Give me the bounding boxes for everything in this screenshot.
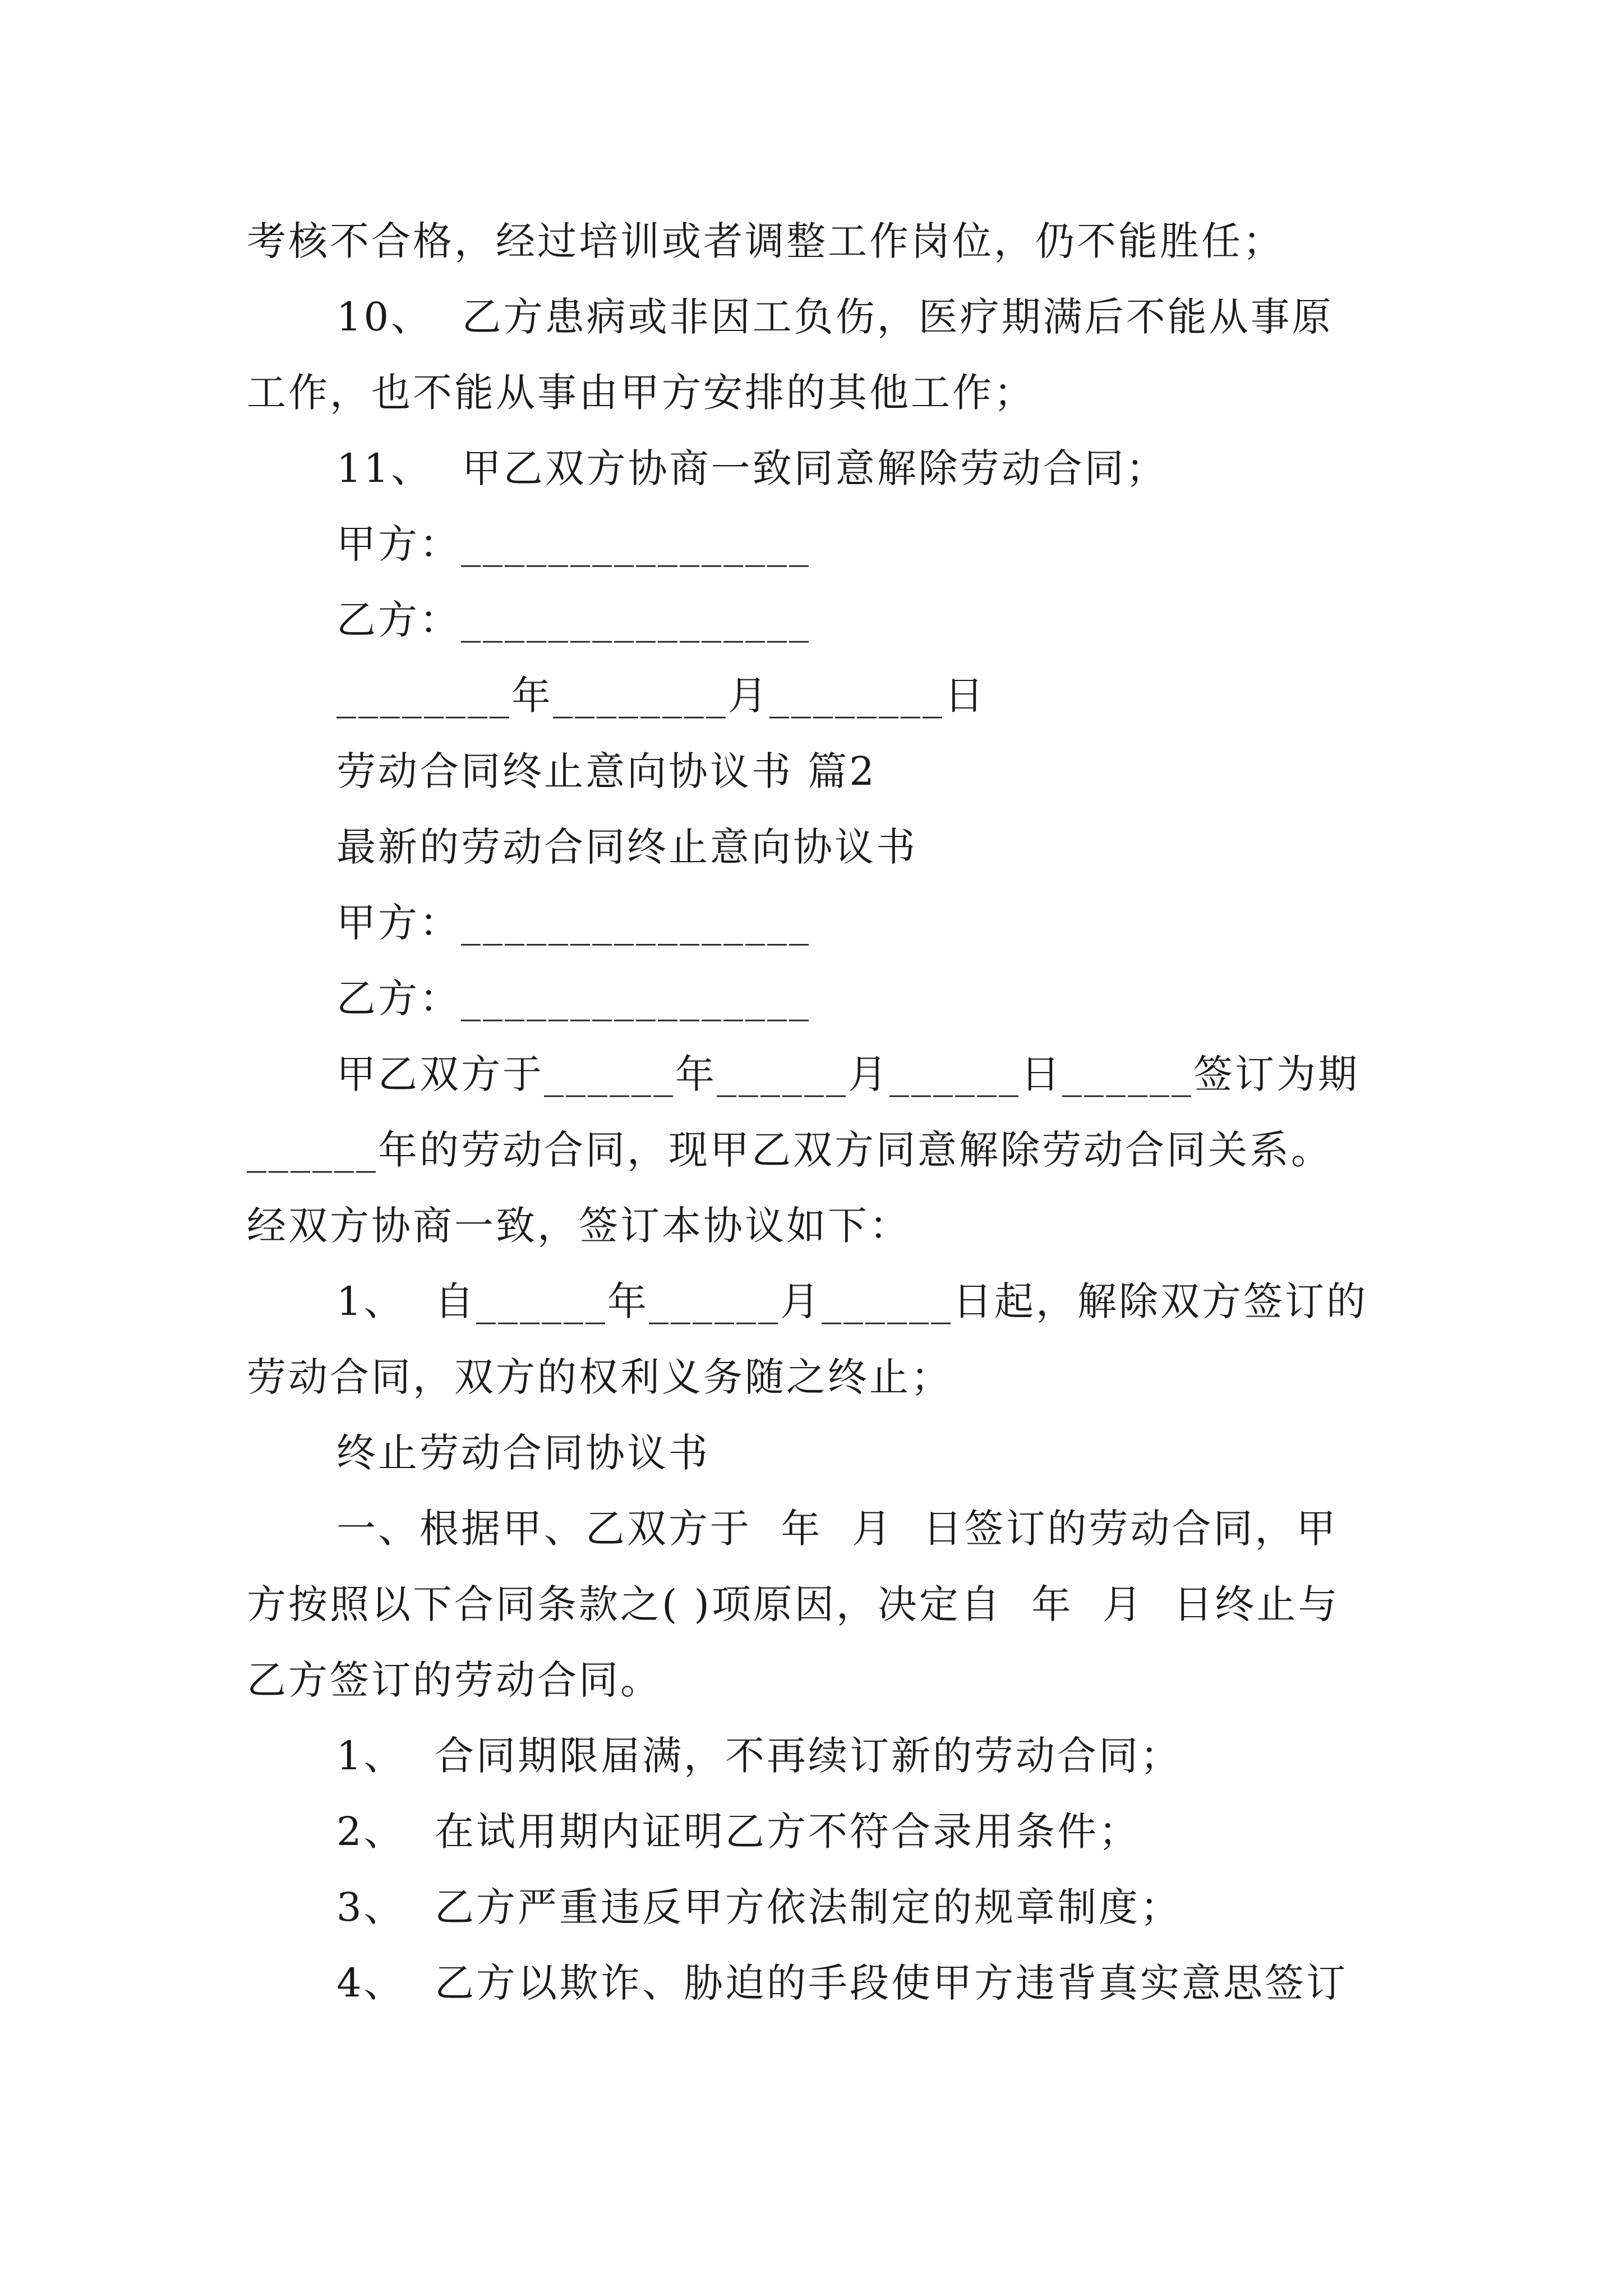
text-line: 甲乙双方于______年______月______日______签订为期 (336, 1051, 1359, 1097)
text-line: 甲方：________________ (336, 521, 811, 567)
text-line: 1、 合同期限届满，不再续订新的劳动合同； (336, 1733, 1182, 1779)
text-line: 方按照以下合同条款之( )项原因，决定自 年 月 日终止与 (247, 1581, 1340, 1627)
text-line: 3、 乙方严重违反甲方依法制定的规章制度； (336, 1884, 1182, 1930)
text-line: 甲方：________________ (336, 900, 811, 946)
text-line: 劳动合同，双方的权利义务随之终止； (247, 1354, 952, 1400)
text-line: 考核不合格，经过培训或者调整工作岗位，仍不能胜任； (247, 218, 1284, 264)
text-line: 乙方：________________ (336, 597, 811, 643)
text-line: 11、 甲乙双方协商一致同意解除劳动合同； (336, 445, 1168, 491)
text-line: 4、 乙方以欺诈、胁迫的手段使甲方违背真实意思签订 (336, 1960, 1348, 2006)
text-line: 经双方协商一致，签订本协议如下： (247, 1203, 911, 1249)
text-line: 乙方签订的劳动合同。 (247, 1657, 662, 1703)
text-line: 劳动合同终止意向协议书 篇2 (336, 748, 877, 794)
text-line: 一、根据甲、乙双方于 年 月 日签订的劳动合同，甲 (336, 1506, 1338, 1552)
text-line: 2、 在试用期内证明乙方不符合录用条件； (336, 1809, 1141, 1855)
text-line: 最新的劳动合同终止意向协议书 (336, 824, 917, 870)
text-line: 1、 自______年______月______日起，解除双方签订的 (336, 1278, 1368, 1324)
text-line: 10、 乙方患病或非因工负伤，医疗期满后不能从事原 (336, 294, 1334, 340)
text-line: 终止劳动合同协议书 (336, 1430, 710, 1476)
text-line: ______年的劳动合同，现甲乙双方同意解除劳动合同关系。 (247, 1127, 1332, 1173)
text-line: 乙方：________________ (336, 976, 811, 1022)
text-line: 工作，也不能从事由甲方安排的其他工作； (247, 370, 1035, 416)
text-line: ________年________月________日 (336, 673, 986, 719)
